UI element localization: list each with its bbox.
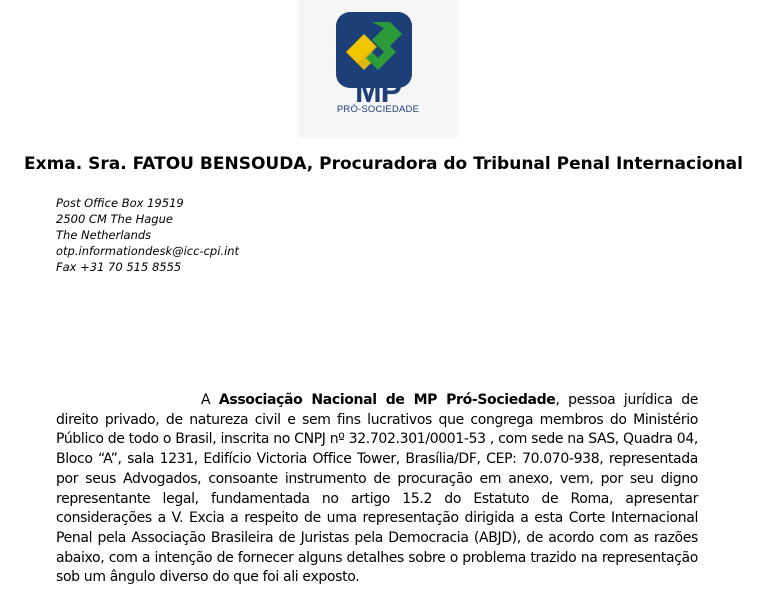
address-fax: Fax +31 70 515 8555 [56, 260, 182, 274]
body-paragraph [56, 391, 698, 588]
address-line: The Netherlands [56, 228, 152, 242]
body-text: , pessoa jurídica de direito privado, de natureza civil e sem fins lucrativos que congrega membros do Ministério Público de todo o Brasil, inscrita no CNPJ nº 32.702.301/0001-53 , com sede na SAS, Quadra 04, Bloco “A”, sala 1231, Edifício Victoria Office Tower, Brasília/DF, CEP: 70.070-938, representada por seus Advogados, consoante instrumento de procuração em anexo, vem, por seu digno representante legal, fundamentada no artigo 15.2 do Estatuto de Roma, apresentar considerações a V. Excia a respeito de uma representação dirigida a esta Corte Internacional Penal pela Associação Brasileira de Juristas pela Democracia (ABJD), de acordo com as razões abaixo, com a intenção de fornecer alguns detalhes sobre o problema trazido na representação sob um ângulo diverso do que foi ali exposto. [56, 392, 698, 586]
address-line: Post Office Box 19519 [56, 196, 184, 210]
organization-name: Associação Nacional de MP Pró-Sociedade [218, 392, 556, 408]
logo [298, 0, 458, 138]
body-lead: A [201, 392, 211, 408]
logo-mark-text: MP [355, 73, 401, 109]
recipient-address [56, 195, 239, 275]
logo-subtitle: PRÓ-SOCIEDADE [336, 104, 420, 115]
address-email: otp.informationdesk@icc-cpi.int [56, 244, 240, 258]
address-line: 2500 CM The Hague [56, 212, 173, 226]
document-title: Exma. Sra. FATOU BENSOUDA, Procuradora do Tribunal Penal Internacional [24, 154, 743, 174]
